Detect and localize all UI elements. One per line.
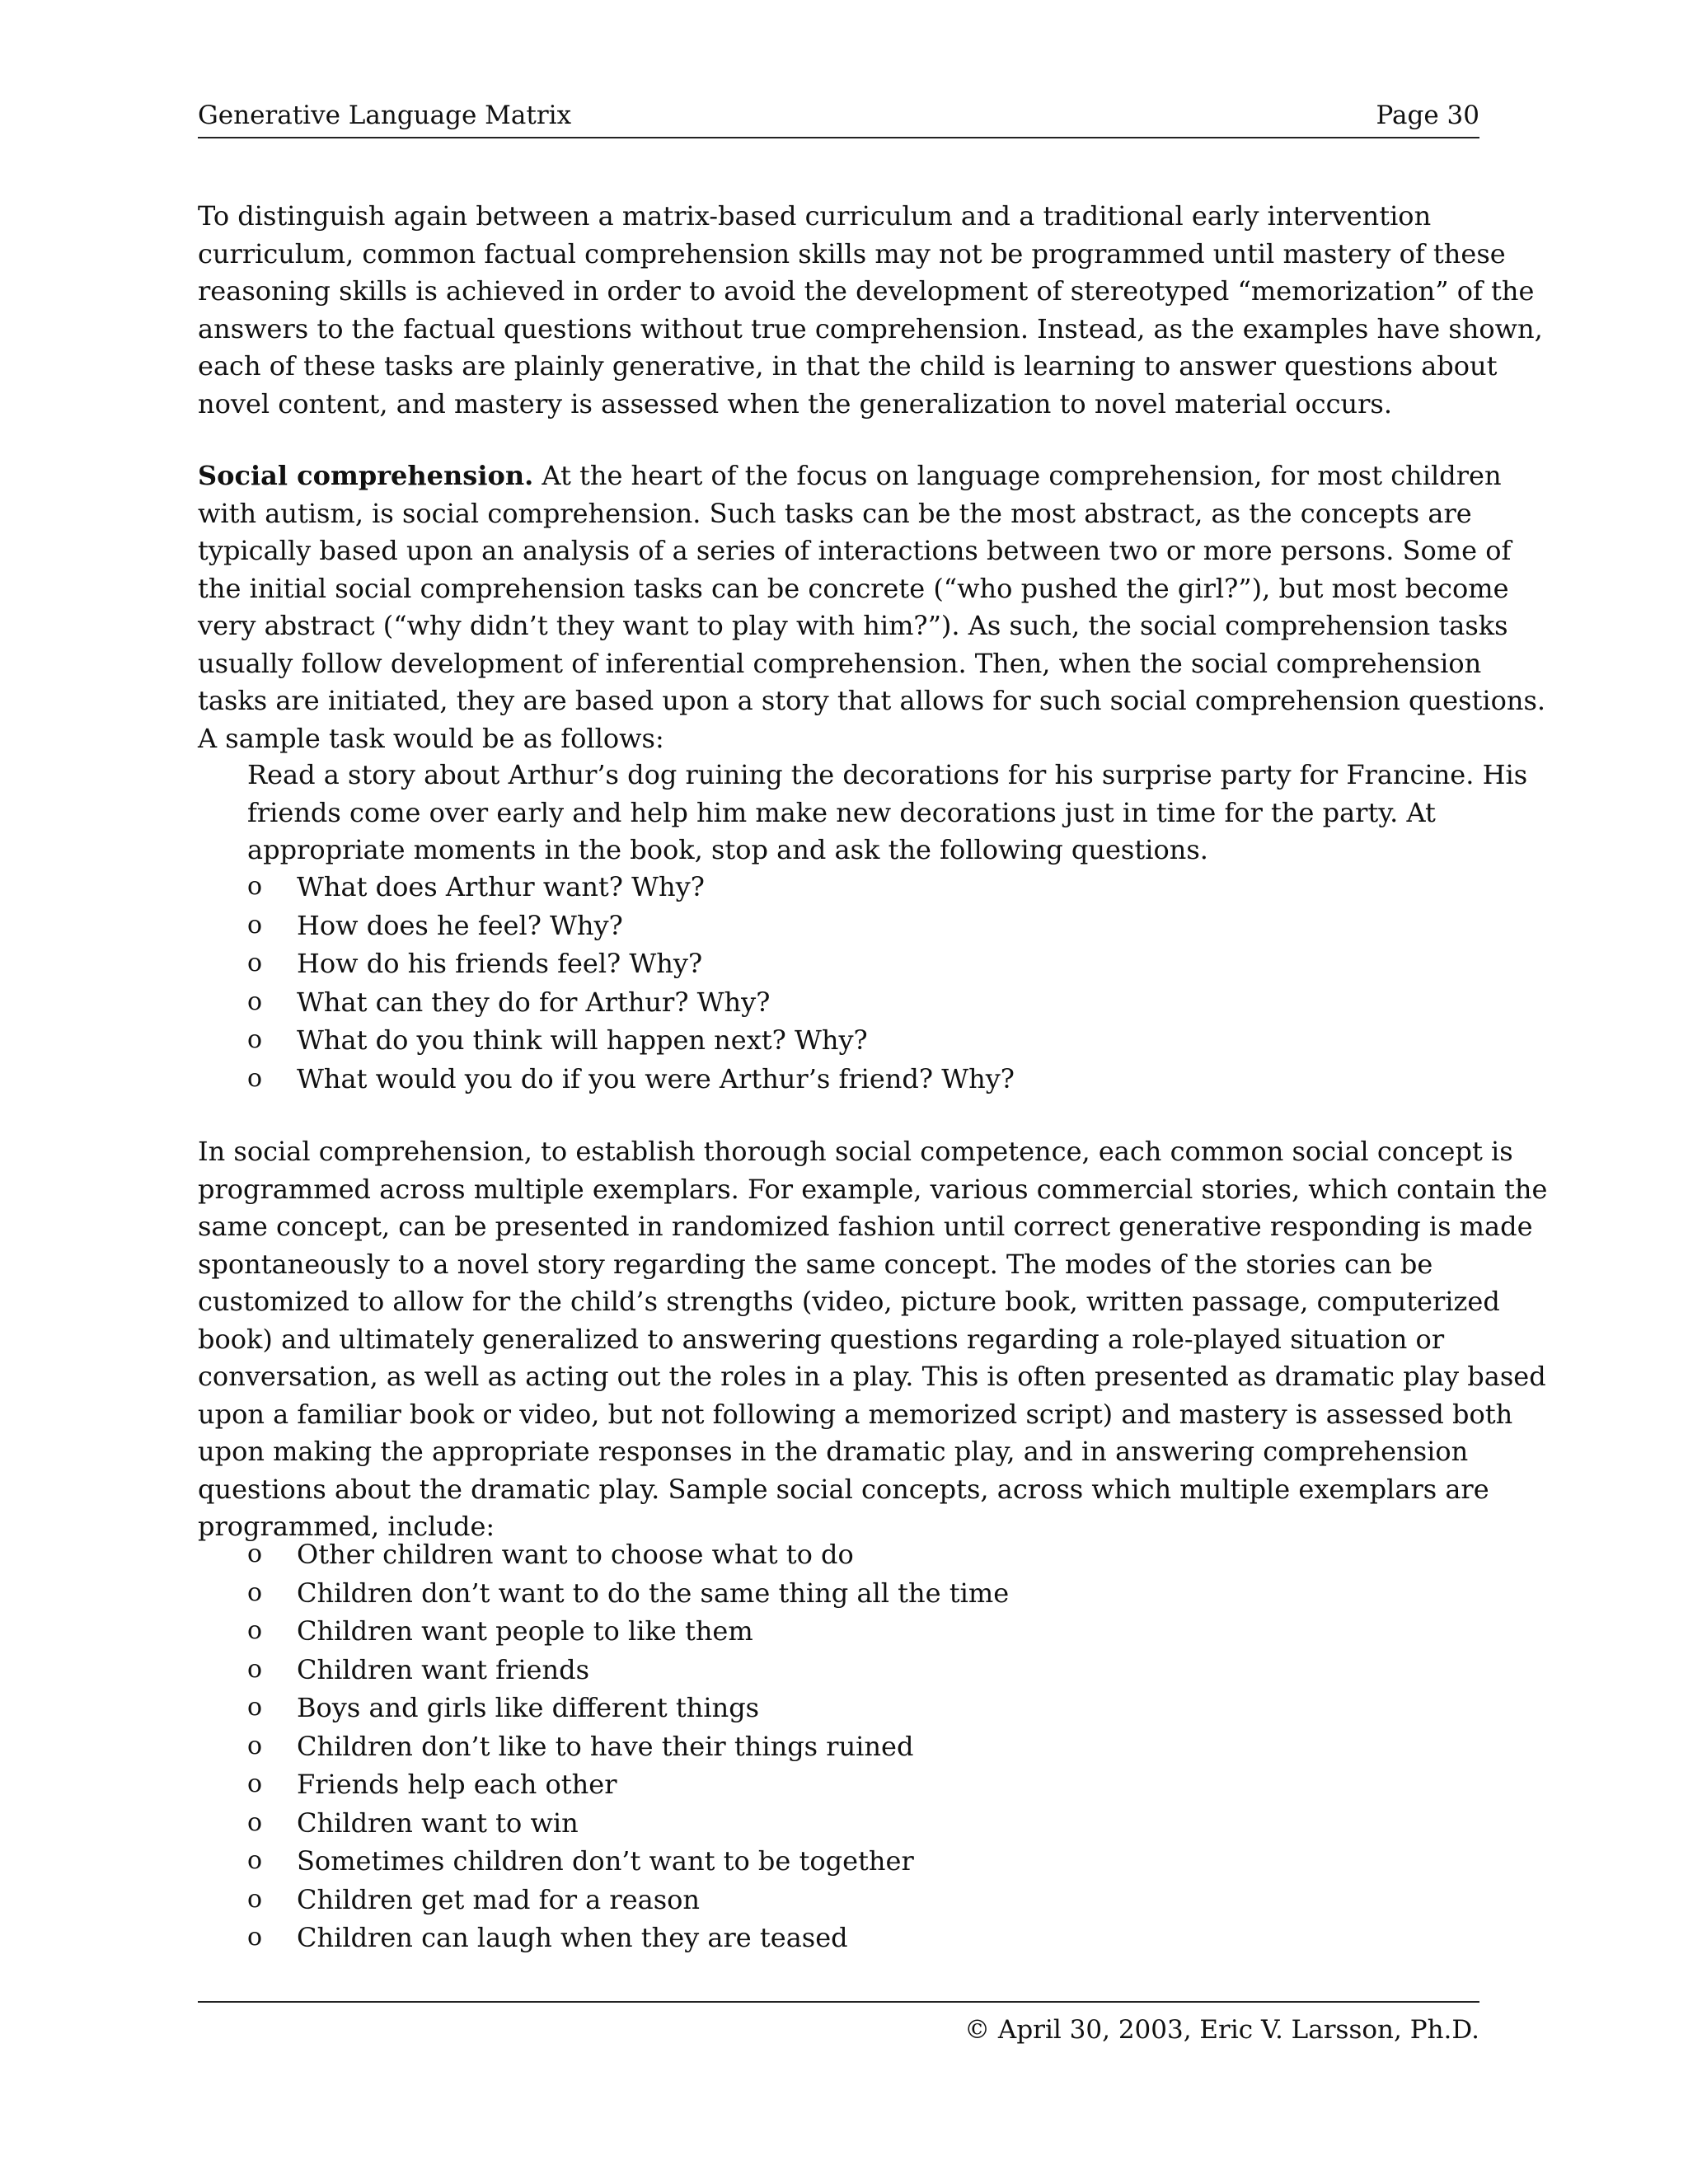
paragraph-line: reasoning skills is achieved in order to avoid the development of stereotyped “memorization” of the xyxy=(198,275,1535,307)
list-item xyxy=(247,1612,1009,1651)
bullet-icon: o xyxy=(247,1846,263,1875)
heading-line-rest: At the heart of the focus on language comprehension, for most children xyxy=(533,460,1502,491)
paragraph-line: In social comprehension, to establish thorough social competence, each common social concept is xyxy=(198,1136,1513,1167)
paragraph-line: tasks are initiated, they are based upon a story that allows for such social comprehension questions. xyxy=(198,685,1546,716)
list-item-text: How do his friends feel? Why? xyxy=(297,948,703,979)
list-item-text: Boys and girls like different things xyxy=(297,1692,760,1723)
sample-story xyxy=(247,757,1528,869)
list-item xyxy=(247,1727,1009,1766)
paragraph-line: spontaneously to a novel story regarding the same concept. The modes of the stories can be xyxy=(198,1248,1433,1280)
paragraph-line: usually follow development of inferential comprehension. Then, when the social comprehension xyxy=(198,647,1482,679)
paragraph-line: A sample task would be as follows: xyxy=(198,722,664,754)
list-item-text: Sometimes children don’t want to be together xyxy=(297,1845,914,1877)
list-item-text: Children don’t like to have their things ruined xyxy=(297,1730,914,1762)
paragraph-line: same concept, can be presented in randomized fashion until correct generative responding is made xyxy=(198,1211,1533,1242)
page-number: Page 30 xyxy=(1376,101,1479,130)
bullet-icon: o xyxy=(247,1731,263,1760)
story-line: appropriate moments in the book, stop and ask the following questions. xyxy=(247,834,1208,865)
paragraph-line: the initial social comprehension tasks can be concrete (“who pushed the girl?”), but most become xyxy=(198,572,1509,604)
bullet-icon: o xyxy=(247,910,263,940)
list-item xyxy=(247,868,1015,907)
paragraph-line: programmed across multiple exemplars. For example, various commercial stories, which contain the xyxy=(198,1173,1548,1205)
paragraph-line: customized to allow for the child’s strengths (video, picture book, written passage, computerized xyxy=(198,1286,1500,1317)
paragraph-line: conversation, as well as acting out the roles in a play. This is often presented as dramatic play based xyxy=(198,1361,1546,1392)
paragraph-line: book) and ultimately generalized to answering questions regarding a role-played situation or xyxy=(198,1323,1445,1355)
header-title: Generative Language Matrix xyxy=(198,101,572,130)
bullet-icon: o xyxy=(247,987,263,1016)
paragraph-line xyxy=(198,457,1502,495)
paragraph-line: upon making the appropriate responses in the dramatic play, and in answering comprehension xyxy=(198,1436,1469,1467)
bullet-icon: o xyxy=(247,1540,263,1568)
footer-divider xyxy=(198,2001,1479,2003)
bullet-icon: o xyxy=(247,1616,263,1645)
list-item-text: What do you think will happen next? Why? xyxy=(297,1024,868,1056)
list-item xyxy=(247,983,1015,1022)
bullet-icon: o xyxy=(247,1063,263,1093)
list-item-text: Other children want to choose what to do xyxy=(297,1539,854,1570)
list-item-text: Children want to win xyxy=(297,1807,579,1839)
list-item-text: What does Arthur want? Why? xyxy=(297,871,705,902)
list-item-text: How does he feel? Why? xyxy=(297,909,623,941)
paragraph-line: curriculum, common factual comprehension skills may not be programmed until mastery of these xyxy=(198,237,1506,269)
list-item xyxy=(247,1651,1009,1690)
bullet-icon: o xyxy=(247,1025,263,1054)
list-item-text: What would you do if you were Arthur’s friend? Why? xyxy=(297,1062,1015,1094)
paragraph-line: upon a familiar book or video, but not following a memorized script) and mastery is assessed both xyxy=(198,1398,1513,1430)
list-item-text: Children want friends xyxy=(297,1653,589,1685)
paragraph-line: answers to the factual questions without true comprehension. Instead, as the examples have shown, xyxy=(198,312,1543,344)
bullet-icon: o xyxy=(247,872,263,901)
story-line: Read a story about Arthur’s dog ruining the decorations for his surprise party for Francine. His xyxy=(247,759,1528,790)
bullet-icon: o xyxy=(247,1807,263,1837)
bullet-icon: o xyxy=(247,1654,263,1684)
list-item xyxy=(247,1574,1009,1613)
social-concepts-list xyxy=(247,1535,1009,1957)
bullet-icon: o xyxy=(247,1769,263,1798)
paragraph-factual-comprehension xyxy=(198,198,1543,423)
list-item xyxy=(247,1060,1015,1099)
story-line: friends come over early and help him make new decorations just in time for the party. At xyxy=(247,796,1436,828)
question-list xyxy=(247,868,1015,1098)
paragraph-line: programmed, include: xyxy=(198,1511,495,1542)
list-item xyxy=(247,1689,1009,1727)
list-item-text: Children get mad for a reason xyxy=(297,1883,701,1915)
list-item-text: Children can laugh when they are teased xyxy=(297,1922,848,1953)
list-item xyxy=(247,1021,1015,1060)
list-item xyxy=(247,907,1015,945)
paragraph-multiple-exemplars xyxy=(198,1133,1548,1546)
list-item xyxy=(247,1919,1009,1957)
bullet-icon: o xyxy=(247,1923,263,1952)
page-header xyxy=(198,97,1479,138)
bullet-icon: o xyxy=(247,949,263,977)
paragraph-line: To distinguish again between a matrix-based curriculum and a traditional early intervention xyxy=(198,200,1432,232)
paragraph-line: typically based upon an analysis of a series of interactions between two or more persons. Some of xyxy=(198,535,1512,566)
bullet-icon: o xyxy=(247,1577,263,1607)
list-item xyxy=(247,1765,1009,1804)
footer-copyright: © April 30, 2003, Eric V. Larsson, Ph.D. xyxy=(964,2015,1479,2045)
section-heading: Social comprehension. xyxy=(198,460,534,491)
paragraph-line: novel content, and mastery is assessed when the generalization to novel material occurs. xyxy=(198,387,1392,419)
list-item xyxy=(247,1842,1009,1881)
paragraph-line: each of these tasks are plainly generative, in that the child is learning to answer questions about xyxy=(198,350,1498,382)
paragraph-line: with autism, is social comprehension. Such tasks can be the most abstract, as the concepts are xyxy=(198,497,1472,529)
paragraph-line: very abstract (“why didn’t they want to play with him?”). As such, the social comprehension tasks xyxy=(198,610,1508,641)
paragraph-social-comprehension xyxy=(198,457,1546,757)
paragraph-line: questions about the dramatic play. Sample social concepts, across which multiple exemplars are xyxy=(198,1473,1489,1505)
list-item-text: Friends help each other xyxy=(297,1769,617,1800)
list-item-text: Children want people to like them xyxy=(297,1615,753,1647)
list-item xyxy=(247,1881,1009,1919)
list-item xyxy=(247,1535,1009,1574)
list-item xyxy=(247,1804,1009,1843)
bullet-icon: o xyxy=(247,1884,263,1914)
list-item-text: Children don’t want to do the same thing all the time xyxy=(297,1577,1010,1609)
list-item-text: What can they do for Arthur? Why? xyxy=(297,986,771,1018)
bullet-icon: o xyxy=(247,1693,263,1722)
list-item xyxy=(247,944,1015,983)
